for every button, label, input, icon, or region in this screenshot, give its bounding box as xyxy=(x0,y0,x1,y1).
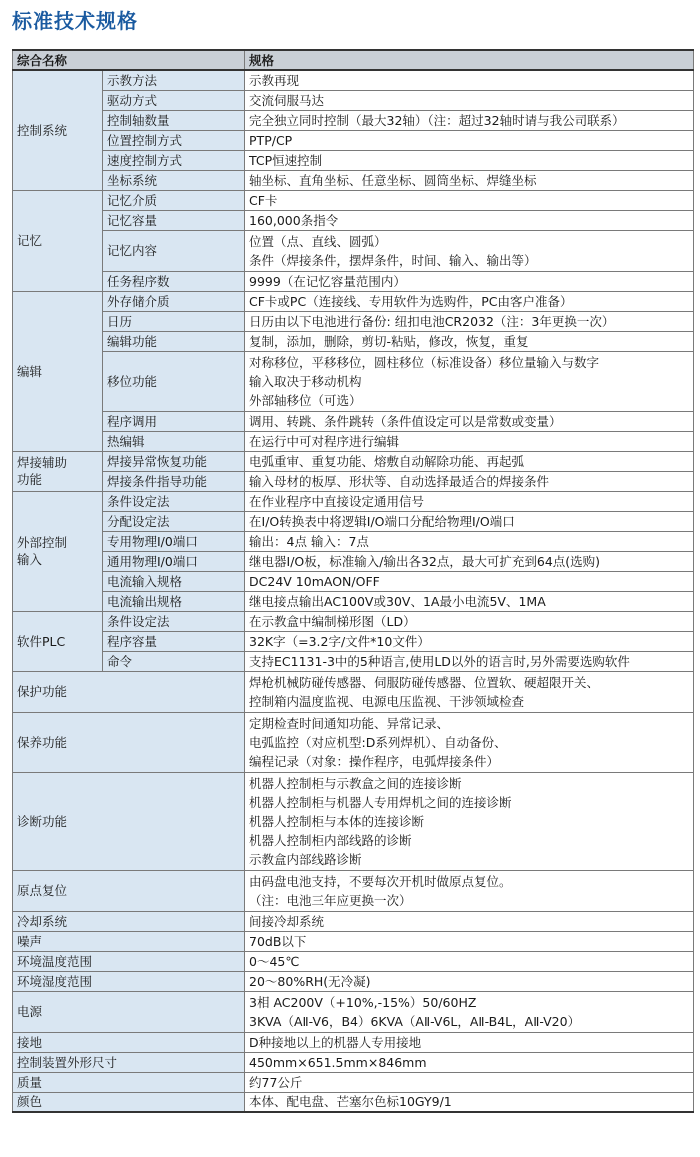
row-label: 示教方法 xyxy=(103,70,245,90)
page-title: 标准技术规格 xyxy=(12,9,138,33)
row-value: 支持EC1131-3中的5种语言,使用LD以外的语言时,另外需要选购软件 xyxy=(245,651,694,671)
table-row xyxy=(13,331,694,351)
category-noise: 噪声 xyxy=(13,931,245,951)
category-protect: 保护功能 xyxy=(13,671,245,712)
category-plc: 软件PLC xyxy=(13,611,103,671)
table-row xyxy=(13,911,694,931)
row-value: 间接冷却系统 xyxy=(245,911,694,931)
row-value: PTP/CP xyxy=(245,130,694,150)
table-row xyxy=(13,571,694,591)
row-value: 本体、配电盘、芒塞尔色标10GY9/1 xyxy=(245,1092,694,1112)
table-row xyxy=(13,190,694,210)
table-row xyxy=(13,531,694,551)
category-line: 焊接辅助 xyxy=(17,455,68,470)
table-row xyxy=(13,471,694,491)
row-value: 在运行中可对程序进行编辑 xyxy=(245,431,694,451)
table-row xyxy=(13,431,694,451)
value-line: 示教盒内部线路诊断 xyxy=(249,851,362,867)
category-memory: 记忆 xyxy=(13,190,103,291)
table-row xyxy=(13,1092,694,1112)
table-header-row xyxy=(13,50,694,70)
table-row xyxy=(13,150,694,170)
row-label: 移位功能 xyxy=(103,351,245,411)
value-line: 焊枪机械防碰传感器、伺服防碰传感器、位置软、硬超限开关、 xyxy=(249,674,600,690)
table-row xyxy=(13,551,694,571)
row-value: CF卡 xyxy=(245,190,694,210)
table-row xyxy=(13,1032,694,1052)
row-label: 通用物理I/0端口 xyxy=(103,551,245,571)
row-value: 继电接点输出AC100V或30V、1A最小电流5V、1MA xyxy=(245,591,694,611)
row-value: 160,000条指令 xyxy=(245,210,694,230)
row-label: 命令 xyxy=(103,651,245,671)
row-label: 程序调用 xyxy=(103,411,245,431)
table-row xyxy=(13,772,694,870)
table-row xyxy=(13,951,694,971)
category-home: 原点复位 xyxy=(13,870,245,911)
row-label: 记忆内容 xyxy=(103,230,245,271)
table-row xyxy=(13,651,694,671)
value-line: （注：电池三年应更换一次） xyxy=(249,892,412,908)
row-value xyxy=(245,671,694,712)
table-row xyxy=(13,671,694,712)
table-row xyxy=(13,591,694,611)
row-value xyxy=(245,870,694,911)
table-row xyxy=(13,870,694,911)
row-value: 轴坐标、直角坐标、任意坐标、圆筒坐标、焊缝坐标 xyxy=(245,170,694,190)
category-diagnose: 诊断功能 xyxy=(13,772,245,870)
table-row xyxy=(13,210,694,230)
category-humidity: 环境湿度范围 xyxy=(13,971,245,991)
row-value: 示教再现 xyxy=(245,70,694,90)
row-label: 分配设定法 xyxy=(103,511,245,531)
row-label: 坐标系统 xyxy=(103,170,245,190)
row-value: 约77公斤 xyxy=(245,1072,694,1092)
row-value: 输入母材的板厚、形状等、自动选择最适合的焊接条件 xyxy=(245,471,694,491)
table-row xyxy=(13,1052,694,1072)
row-value: 调用、转跳、条件跳转（条件值设定可以是常数或变量） xyxy=(245,411,694,431)
row-value xyxy=(245,772,694,870)
category-size: 控制装置外形尺寸 xyxy=(13,1052,245,1072)
row-label: 专用物理I/0端口 xyxy=(103,531,245,551)
table-row xyxy=(13,170,694,190)
category-power: 电源 xyxy=(13,991,245,1032)
category-maintain: 保养功能 xyxy=(13,712,245,772)
spec-table xyxy=(12,49,694,1113)
row-value: 20～80%RH(无冷凝) xyxy=(245,971,694,991)
row-label: 速度控制方式 xyxy=(103,150,245,170)
table-row xyxy=(13,130,694,150)
table-row xyxy=(13,631,694,651)
row-value: 在I/O转换表中将逻辑I/O端口分配给物理I/O端口 xyxy=(245,511,694,531)
value-line: 外部轴移位（可选） xyxy=(249,392,362,408)
table-row xyxy=(13,491,694,511)
table-row xyxy=(13,291,694,311)
value-line: 机器人控制柜与示教盒之间的连接诊断 xyxy=(249,775,462,791)
row-label: 程序容量 xyxy=(103,631,245,651)
row-value: 0～45℃ xyxy=(245,951,694,971)
row-value: CF卡或PC（连接线、专用软件为选购件，PC由客户准备） xyxy=(245,291,694,311)
row-label: 记忆介质 xyxy=(103,190,245,210)
value-line: 由码盘电池支持，不要每次开机时做原点复位。 xyxy=(249,873,512,889)
value-line: 电弧监控（对应机型:D系列焊机）、自动备份、 xyxy=(249,734,507,750)
value-line: 定期检查时间通知功能、异常记录、 xyxy=(249,715,450,731)
header-spec: 规格 xyxy=(245,50,694,70)
row-value: 电弧重审、重复功能、熔敷自动解除功能、再起弧 xyxy=(245,451,694,471)
row-label: 电流输出规格 xyxy=(103,591,245,611)
table-row xyxy=(13,311,694,331)
value-line: 机器人控制柜与机器人专用焊机之间的连接诊断 xyxy=(249,794,512,810)
row-value: D种接地以上的机器人专用接地 xyxy=(245,1032,694,1052)
row-value: 完全独立同时控制（最大32轴）（注：超过32轴时请与我公司联系） xyxy=(245,110,694,130)
category-io xyxy=(13,491,103,611)
row-label: 焊接异常恢复功能 xyxy=(103,451,245,471)
row-label: 条件设定法 xyxy=(103,491,245,511)
table-row xyxy=(13,351,694,411)
row-value: 32K字（=3.2字/文件*10文件） xyxy=(245,631,694,651)
value-line: 输入取决于移动机构 xyxy=(249,373,362,389)
row-label: 控制轴数量 xyxy=(103,110,245,130)
row-value: 450mm×651.5mm×846mm xyxy=(245,1052,694,1072)
category-line: 功能 xyxy=(17,472,43,487)
row-value: 交流伺服马达 xyxy=(245,90,694,110)
header-name: 综合名称 xyxy=(13,50,245,70)
row-value: TCP恒速控制 xyxy=(245,150,694,170)
category-control: 控制系统 xyxy=(13,70,103,190)
category-temp: 环境温度范围 xyxy=(13,951,245,971)
category-color: 颜色 xyxy=(13,1092,245,1112)
value-line: 对称移位，平移移位，圆柱移位（标准设备）移位量输入与数字 xyxy=(249,354,600,370)
row-value xyxy=(245,712,694,772)
table-row xyxy=(13,70,694,90)
value-line: 控制箱内温度监视、电源电压监视、干涉领域检查 xyxy=(249,693,525,709)
table-row xyxy=(13,971,694,991)
row-label: 外存储介质 xyxy=(103,291,245,311)
table-row xyxy=(13,90,694,110)
table-row xyxy=(13,271,694,291)
row-value: 复制，添加，删除，剪切-粘贴，修改，恢复，重复 xyxy=(245,331,694,351)
category-cooling: 冷却系统 xyxy=(13,911,245,931)
row-label: 位置控制方式 xyxy=(103,130,245,150)
value-line: 机器人控制柜内部线路的诊断 xyxy=(249,832,412,848)
category-mass: 质量 xyxy=(13,1072,245,1092)
category-line: 外部控制 xyxy=(17,535,68,550)
row-value xyxy=(245,230,694,271)
row-label: 条件设定法 xyxy=(103,611,245,631)
row-value: 日历由以下电池进行备份: 纽扣电池CR2032（注：3年更换一次） xyxy=(245,311,694,331)
category-ground: 接地 xyxy=(13,1032,245,1052)
table-row xyxy=(13,931,694,951)
value-line: 3KVA（AⅡ-V6，B4）6KVA（AⅡ-V6L，AⅡ-B4L，AⅡ-V20） xyxy=(249,1013,581,1029)
row-value: 9999（在记忆容量范围内） xyxy=(245,271,694,291)
row-label: 日历 xyxy=(103,311,245,331)
row-label: 记忆容量 xyxy=(103,210,245,230)
value-line: 位置（点、直线、圆弧） xyxy=(249,233,387,249)
row-label: 焊接条件指导功能 xyxy=(103,471,245,491)
category-edit: 编辑 xyxy=(13,291,103,451)
table-row xyxy=(13,411,694,431)
table-row xyxy=(13,991,694,1032)
category-line: 输入 xyxy=(17,552,43,567)
value-line: 机器人控制柜与本体的连接诊断 xyxy=(249,813,425,829)
row-value: 继电器I/O板，标准输入/输出各32点，最大可扩充到64点(选购) xyxy=(245,551,694,571)
table-row xyxy=(13,611,694,631)
row-label: 电流输入规格 xyxy=(103,571,245,591)
table-row xyxy=(13,1072,694,1092)
row-value: 在作业程序中直接设定通用信号 xyxy=(245,491,694,511)
row-label: 热编辑 xyxy=(103,431,245,451)
row-value: 70dB以下 xyxy=(245,931,694,951)
table-row xyxy=(13,110,694,130)
row-value: DC24V 10mAON/OFF xyxy=(245,571,694,591)
value-line: 3相 AC200V（+10%,-15%）50/60HZ xyxy=(249,994,477,1010)
value-line: 条件（焊接条件，摆焊条件，时间、输入、输出等） xyxy=(249,252,537,268)
row-label: 任务程序数 xyxy=(103,271,245,291)
table-row xyxy=(13,451,694,471)
category-weld xyxy=(13,451,103,491)
table-row xyxy=(13,230,694,271)
row-label: 驱动方式 xyxy=(103,90,245,110)
row-value: 输出：4点 输入：7点 xyxy=(245,531,694,551)
table-row xyxy=(13,712,694,772)
value-line: 编程记录（对象：操作程序，电弧焊接条件） xyxy=(249,753,500,769)
row-value: 在示教盒中编制梯形图（LD） xyxy=(245,611,694,631)
row-value xyxy=(245,991,694,1032)
table-row xyxy=(13,511,694,531)
row-value xyxy=(245,351,694,411)
row-label: 编辑功能 xyxy=(103,331,245,351)
